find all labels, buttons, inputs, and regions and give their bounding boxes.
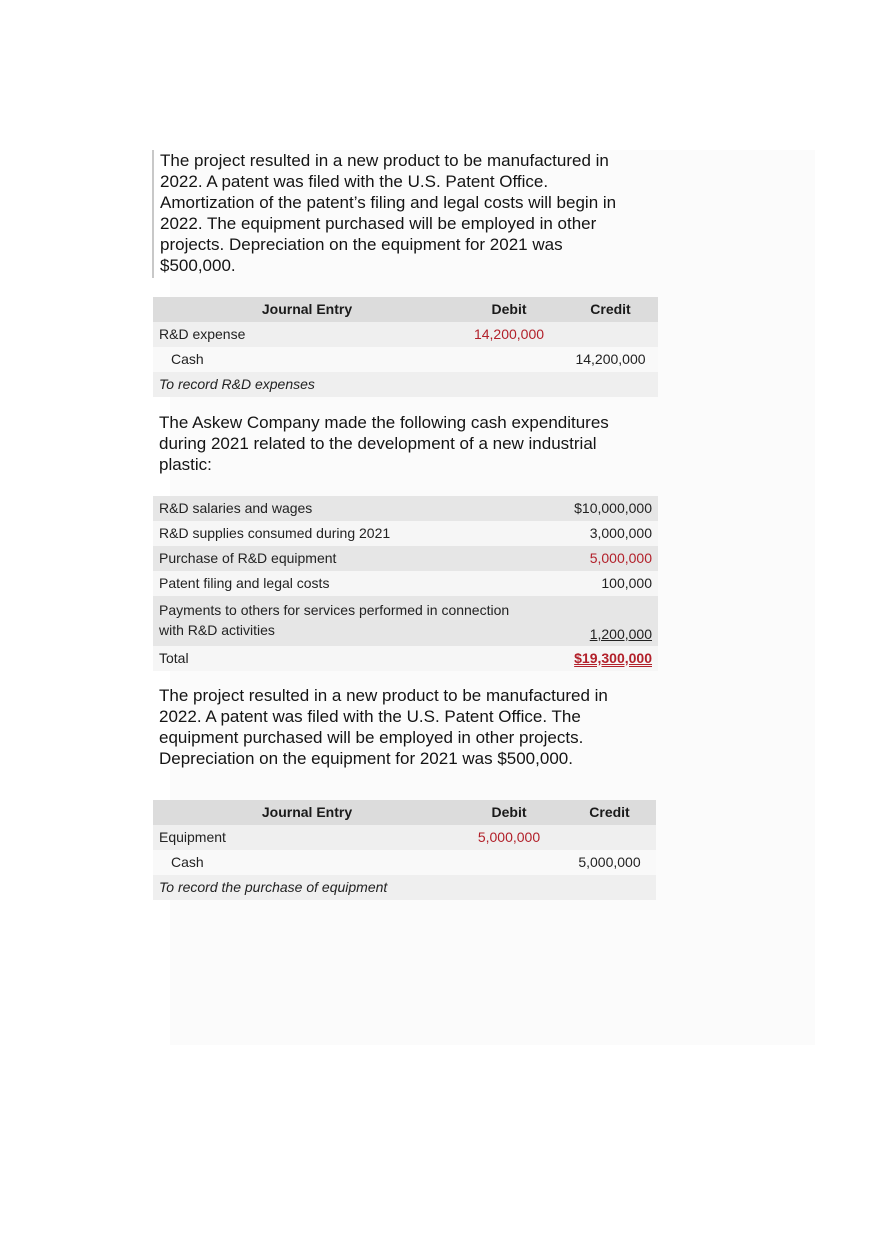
entry-credit <box>557 372 658 397</box>
expenditure-amount: $10,000,000 <box>536 496 658 521</box>
intro-paragraph: The project resulted in a new product to be manufactured in 2022. A patent was filed with the U.S. Patent Office. Amortization of the patent’s filing and legal costs will begin in 2022. The equipment purchased will be employed in other projects. Depreciation on the equipment for 2021 was $500,000. <box>160 151 617 275</box>
total-amount-cell <box>536 646 658 671</box>
expenditure-label: Patent filing and legal costs <box>153 571 536 596</box>
expenditure-label: Payments to others for services performed in connection with R&D activities <box>153 596 536 646</box>
table-header-row <box>153 800 656 825</box>
total-row <box>153 646 658 671</box>
paragraph-margin-bar <box>152 150 154 278</box>
table-row <box>153 521 658 546</box>
expenditures-table <box>153 496 658 671</box>
table-row <box>153 825 656 850</box>
entry-account: Cash <box>153 850 455 875</box>
header-journal-entry: Journal Entry <box>153 297 455 322</box>
table-row <box>153 322 658 347</box>
table-row <box>153 372 658 397</box>
table-row <box>153 546 658 571</box>
header-credit: Credit <box>557 297 658 322</box>
expenditure-amount: 5,000,000 <box>536 546 658 571</box>
entry-debit <box>455 850 557 875</box>
entry-account: Cash <box>153 347 455 372</box>
header-credit: Credit <box>557 800 656 825</box>
expenditure-amount-cell <box>536 596 658 646</box>
entry-credit: 5,000,000 <box>557 850 656 875</box>
table-row <box>153 850 656 875</box>
entry-description: To record R&D expenses <box>153 372 455 397</box>
entry-debit <box>455 875 557 900</box>
entry-account: R&D expense <box>153 322 455 347</box>
entry-credit <box>557 825 656 850</box>
entry-debit: 5,000,000 <box>455 825 557 850</box>
expenditure-label: Purchase of R&D equipment <box>153 546 536 571</box>
header-journal-entry: Journal Entry <box>153 800 455 825</box>
entry-credit <box>557 875 656 900</box>
expenditure-amount: 100,000 <box>536 571 658 596</box>
journal-entry-table-equipment <box>153 800 656 900</box>
table-row <box>153 571 658 596</box>
entry-debit <box>455 347 557 372</box>
expenditure-amount: 1,200,000 <box>589 626 652 642</box>
table-header-row <box>153 297 658 322</box>
expenditure-label: R&D salaries and wages <box>153 496 536 521</box>
table-row <box>153 596 658 646</box>
entry-debit: 14,200,000 <box>455 322 557 347</box>
header-debit: Debit <box>455 800 557 825</box>
header-debit: Debit <box>455 297 557 322</box>
total-amount: $19,300,000 <box>574 650 652 666</box>
expenditures-intro-paragraph: The Askew Company made the following cash expenditures during 2021 related to the development of a new industrial plastic: <box>159 413 609 474</box>
table-row <box>153 347 658 372</box>
entry-debit <box>455 372 557 397</box>
table-row <box>153 496 658 521</box>
entry-credit: 14,200,000 <box>557 347 658 372</box>
expenditure-label: R&D supplies consumed during 2021 <box>153 521 536 546</box>
conclusion-paragraph: The project resulted in a new product to be manufactured in 2022. A patent was filed with the U.S. Patent Office. The equipment purchased will be employed in other projects. Depreciation on the equipment for 2021 was $500,000. <box>159 686 608 768</box>
total-label: Total <box>153 646 536 671</box>
expenditure-amount: 3,000,000 <box>536 521 658 546</box>
entry-description: To record the purchase of equipment <box>153 875 455 900</box>
journal-entry-table-rd <box>153 297 658 397</box>
table-row <box>153 875 656 900</box>
entry-account: Equipment <box>153 825 455 850</box>
entry-credit <box>557 322 658 347</box>
